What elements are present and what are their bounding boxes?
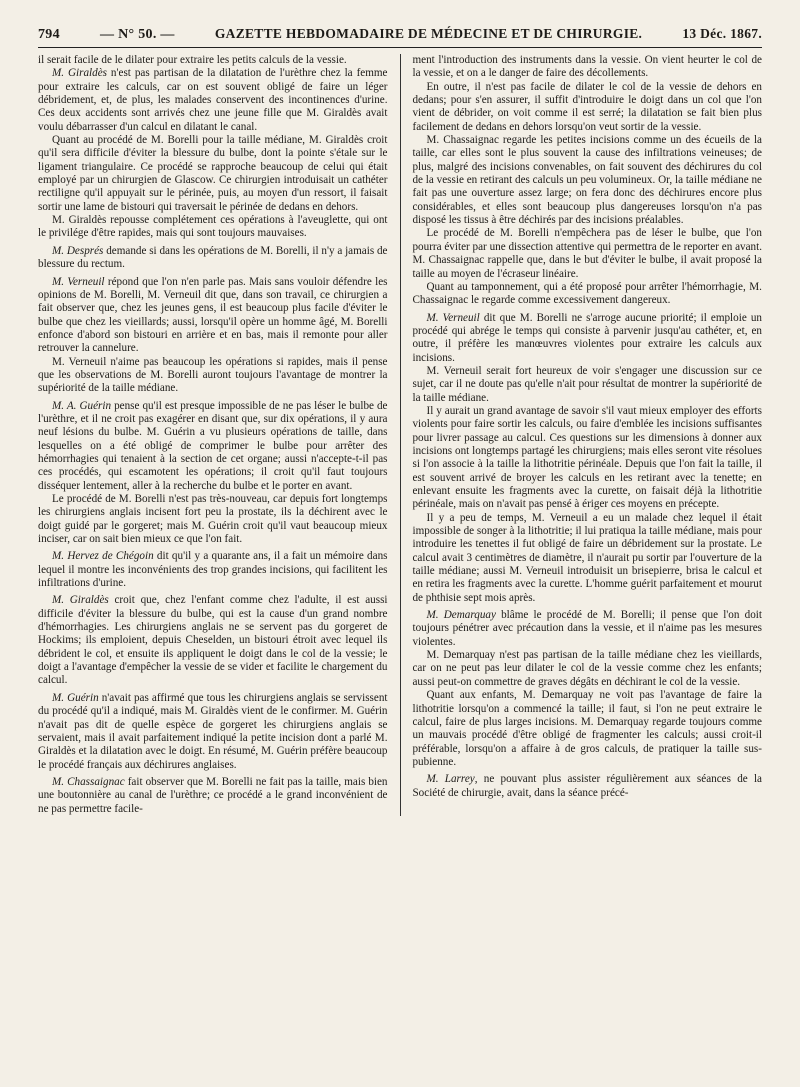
speaker-name: M. Giraldès bbox=[52, 67, 107, 80]
column-rule bbox=[400, 54, 401, 816]
speaker-name: M. Demarquay bbox=[426, 609, 496, 622]
paragraph bbox=[38, 245, 388, 272]
paragraph bbox=[38, 493, 388, 546]
speaker-name: M. Verneuil bbox=[52, 275, 105, 288]
paragraph-text: M. Giraldès repousse complétement ces opérations à l'aveuglette, qui ont le privilége d'être rapides, mais qui sont toujours mauvaises. bbox=[38, 214, 388, 240]
paragraph bbox=[38, 776, 388, 816]
journal-title: GAZETTE HEBDOMADAIRE DE MÉDECINE ET DE CHIRURGIE. bbox=[214, 26, 643, 41]
paragraph bbox=[412, 134, 762, 227]
paragraph-text: Le procédé de M. Borelli n'est pas très-nouveau, car depuis fort longtemps les chirurgiens anglais incisent fort peu la prostate, ils la déchirent avec le doigt guidé par le gorgeret; mais M. Guérin croit qu'il vaut beaucoup mieux inciser, car on sait bien mieux ce que l'on fait. bbox=[38, 493, 388, 546]
issue-number: — N° 50. — bbox=[100, 27, 175, 42]
paragraph bbox=[412, 54, 762, 81]
paragraph bbox=[412, 689, 762, 769]
paragraph-text: M. Verneuil n'aime pas beaucoup les opérations si rapides, mais il pense que les observations de M. Borelli auront toujours l'avantage de montrer la supériorité de la taille médiane. bbox=[38, 355, 388, 395]
paragraph-text: dit qu'il y a quarante ans, il a fait un mémoire dans lequel il montre les inconvénients des trop grandes incisions, qui facilitent les infiltrations d'urine. bbox=[38, 550, 388, 590]
running-header bbox=[38, 26, 762, 48]
speaker-name: M. Guérin bbox=[52, 691, 99, 704]
paragraph-text: demande si dans les opérations de M. Borelli, il n'y a jamais de blessure du rectum. bbox=[38, 244, 388, 271]
paragraph bbox=[412, 312, 762, 365]
paragraph bbox=[412, 649, 762, 689]
paragraph bbox=[38, 54, 388, 67]
paragraph bbox=[38, 67, 388, 134]
paragraph bbox=[412, 512, 762, 605]
paragraph bbox=[412, 81, 762, 134]
speaker-name: M. Chassaignac bbox=[52, 775, 125, 788]
paragraph-text: Le procédé de M. Borelli n'empêchera pas de léser le bulbe, que l'on pourra éviter par une dissection attentive qui permettra de le reporter en avant. M. Chassaignac rappelle que, dans le but d'éviter le bulbe, il avait proposé la taille au moyen de l'écraseur linéaire. bbox=[412, 227, 762, 280]
paragraph-text: fait observer que M. Borelli ne fait pas la taille, mais bien une boutonnière au canal de l'urèthre; ce procédé a le grand inconvénient de ne pas permettre facile- bbox=[38, 775, 388, 815]
speaker-name: M. Hervez de Chégoin bbox=[52, 550, 154, 563]
paragraph bbox=[412, 773, 762, 800]
speaker-name: M. Verneuil bbox=[426, 311, 480, 324]
paragraph-text: Il y a peu de temps, M. Verneuil a eu un malade chez lequel il était impossible de songer à la lithotritie; il lui pratiqua la taille médiane, mais pour introduire les tenettes il fut obligé de faire un débridement sur la prostate. Le calcul avait 3 centimètres de diamètre, il n'aurait pu sortir par l'ouverture de la taille médiane; aussi M. Verneuil introduisit un brisepierre, brisa le calcul et en retira les fragments avec la curette. L'homme guérit parfaitement et mourut de phthisie sept mois après. bbox=[412, 511, 762, 604]
paragraph-text: il serait facile de le dilater pour extraire les petits calculs de la vessie. bbox=[38, 54, 347, 66]
paragraph-text: M. Chassaignac regarde les petites incisions comme un des écueils de la taille, car elles sont le plus souvent la cause des infiltrations veineuses; de plus, malgré des incisions convenables, on fait souvent des déchirures du col de la vessie en retirant des calculs un peu volumineux. Or, la taille médiane ne fait pas une ouverture assez large; on fera donc des déchirures encore plus considérables, et elles sont beaucoup plus dangereuses lorsqu'on n'a pas disposé les tissus à être déchirés par des incisions préalables. bbox=[412, 134, 762, 227]
paragraph bbox=[38, 214, 388, 241]
speaker-name: M. Giraldès bbox=[52, 594, 109, 607]
paragraph bbox=[38, 594, 388, 687]
paragraph-text: Quant au procédé de M. Borelli pour la taille médiane, M. Giraldès croit qu'il sera difficile d'éviter la blessure du bulbe, dont la pointe s'étale sur le ligament triangulaire. Ce procédé se rapproche beaucoup de celui qui était employé par un chirurgien de Glascow. Ce chirurgien introduisait un cathéter rectiligne qu'il appuyait sur le périnée, puis, au moyen d'un ressort, il faisait sortir une lame de bistouri qui traversait le périnée de dedans en dehors. bbox=[38, 134, 388, 213]
paragraph bbox=[38, 134, 388, 214]
paragraph bbox=[38, 692, 388, 772]
left-column bbox=[38, 54, 396, 816]
issue-date: 13 Déc. 1867. bbox=[682, 26, 762, 41]
paragraph-text: pense qu'il est presque impossible de ne pas léser le bulbe de l'urèthre, et il ne croit pas exagérer en disant que, sur dix opérations, il y aura neuf lésions du bulbe. M. Guérin a vu plusieurs opérations de taille, dans lesquelles on a été obligé de comprimer le bulbe pour arrêter des hémorrhagies qui tenaient à la section de cet organe; aussi n'accepte-t-il pas ces procédés, qui escamotent les opérations; il croit qu'il faut toujours disséquer lentement, aller à la recherche du bulbe et le porter en avant. bbox=[38, 399, 388, 492]
paragraph-text: ment l'introduction des instruments dans la vessie. On vient heurter le col de la vessie, et on a le danger de faire des décollements. bbox=[412, 54, 762, 80]
paragraph-text: Quant aux enfants, M. Demarquay ne voit pas l'avantage de faire la lithotritie lorsqu'on a commencé la taille; il faut, si l'on ne peut extraire le calcul, faire de plus larges incisions. M. Demarquay regarde toujours comme un mauvais procédé d'être obligé de fragmenter les calculs; aussi croit-il préférable, lorsqu'on a affaire à de gros calculs, de pratiquer la taille sus-pubienne. bbox=[412, 689, 762, 768]
page-number: 794 bbox=[38, 27, 60, 42]
paragraph-text: Quant au tamponnement, qui a été proposé pour arrêter l'hémorrhagie, M. Chassaignac le regarde comme excessivement dangereux. bbox=[412, 280, 762, 307]
paragraph-text: n'est pas partisan de la dilatation de l'urèthre chez la femme pour extraire les calculs, car on est souvent obligé de faire un léger débridement, et, de plus, les malades conservent des incontinences d'urine. Ces deux accidents sont arrivés chez une jeune fille que M. Giraldès avait voulu débarrasser d'un calcul en dilatant le canal. bbox=[38, 67, 388, 133]
right-column bbox=[404, 54, 762, 816]
paragraph-text: , ne pouvant plus assister régulièrement aux séances de la Société de chirurgie, avait, dans la séance précé- bbox=[412, 773, 762, 799]
paragraph bbox=[412, 609, 762, 649]
paragraph-text: Il y aurait un grand avantage de savoir s'il vaut mieux employer des efforts violents pour faire sortir les calculs, ou faire d'emblée les incisions suffisantes pour livrer passage au calcul. Ces questions sur les dimensions à donner aux incisions ont longtemps partagé les chirurgiens; mais elles seront vite résolues si l'on associe à la taille la lithotritie périnéale. Depuis que l'on fait la taille, il est souvent arrivé de broyer les calculs en les retirant avec la tenette; en enlevant ensuite les fragments avec la curette, on faisait déjà la lithotritie périnéale, mais on n'avait pas pensé à ériger ces moyens en précepte. bbox=[412, 404, 762, 511]
speaker-name: M. A. Guérin bbox=[52, 399, 112, 412]
paragraph-text: M. Verneuil serait fort heureux de voir s'engager une discussion sur ce sujet, car il ne doute pas qu'elle n'ait pour résultat de montrer la supériorité de la taille médiane. bbox=[412, 364, 762, 404]
paragraph-text: En outre, il n'est pas facile de dilater le col de la vessie de dehors en dedans; pour s'en assurer, il suffit d'introduire le doigt dans un col que l'on vient de débrider, on voit comme il est serré; la dilatation se fait bien plus facilement de dedans en dehors lorsqu'on veut sortir de la vessie. bbox=[412, 80, 762, 133]
paragraph bbox=[412, 281, 762, 308]
paragraph bbox=[38, 550, 388, 590]
paragraph bbox=[38, 400, 388, 493]
paragraph bbox=[412, 405, 762, 512]
paragraph-text: dit que M. Borelli ne s'arroge aucune priorité; il emploie un procédé qui abrége le temps qui consiste à parvenir jusqu'au cathéter, et, en outre, il préfère les manœuvres violentes pour extraire les calculs aux incisions. bbox=[412, 311, 762, 364]
speaker-name: M. Larrey bbox=[426, 773, 475, 786]
paragraph-text: croit que, chez l'enfant comme chez l'adulte, il est aussi difficile d'éviter la blessure du bulbe, qui est la cause d'un grand nombre d'hémorrhagies. Les chirurgiens anglais ne se servent pas du gorgeret de Hockims; ils emploient, depuis Cheselden, un bistouri étroit avec lequel ils débrident le col, et ensuite ils appliquent le doigt dans le col de la vessie; le doigt a l'avantage d'empêcher la vessie de se vider et facilite le chargement du calcul. bbox=[38, 594, 388, 687]
paragraph-text: blâme le procédé de M. Borelli; il pense que l'on doit toujours pénétrer avec précaution dans la vessie, et il n'aime pas les mesures violentes. bbox=[412, 609, 762, 648]
paragraph bbox=[38, 276, 388, 356]
paragraph bbox=[412, 365, 762, 405]
speaker-name: M. Després bbox=[52, 244, 104, 257]
paragraph bbox=[38, 356, 388, 396]
paragraph-text: M. Demarquay n'est pas partisan de la taille médiane chez les vieillards, car on ne peut pas leur dilater le col de la vessie comme chez les enfants; aussi peut-on commettre de graves dégâts en déchirant le col de la vessie. bbox=[412, 649, 762, 688]
paragraph-text: répond que l'on n'en parle pas. Mais sans vouloir défendre les opinions de M. Borelli, M. Verneuil dit que, dans son travail, ce chirurgien a fait observer que, chez les jeunes gens, il est beaucoup plus facile d'éviter le bulbe que chez les vieillards; aussi, lorsqu'il opère un homme âgé, M. Borelli enfonce d'abord son bistouri en arrière et en bas, mais il remonte pour aller retrouver la cannelure. bbox=[38, 275, 388, 355]
text-columns bbox=[38, 54, 762, 816]
paragraph bbox=[412, 227, 762, 280]
paragraph-text: n'avait pas affirmé que tous les chirurgiens anglais se servissent du procédé qu'il a indiqué, mais M. Giraldès vient de le confirmer. M. Guérin n'avait pas dit de quelle espèce de gorgeret les chirurgiens anglais se servaient, mais il avait parfaitement indiqué la petite incision dont a parlé M. Giraldès et la dilatation avec le doigt. En résumé, M. Guérin préfère beaucoup le procédé français aux déchirures anglaises. bbox=[38, 691, 388, 771]
